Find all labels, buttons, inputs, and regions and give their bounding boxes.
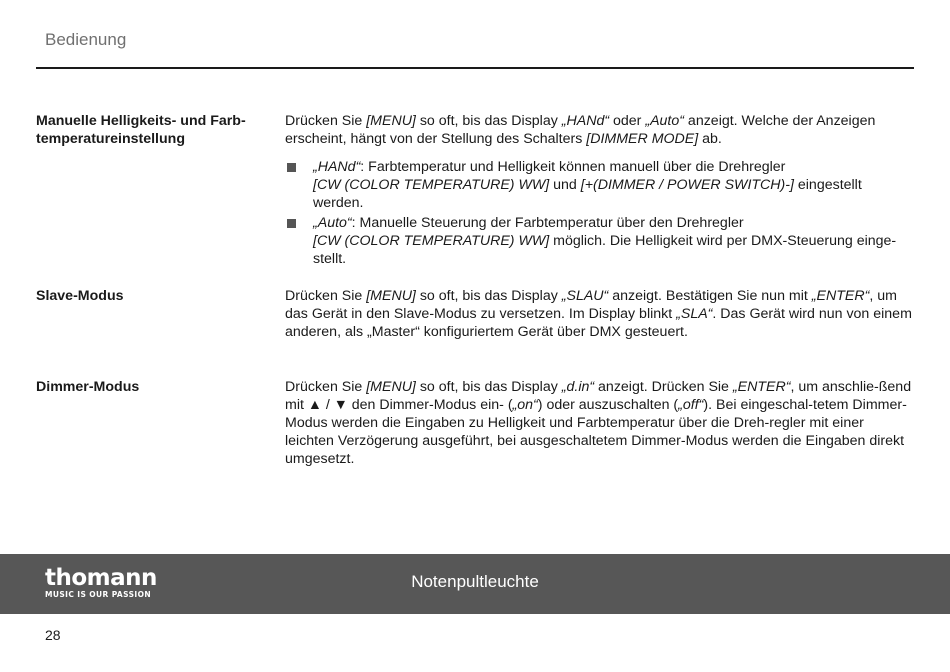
row-description: [285, 287, 914, 341]
logo-tagline: MUSIC IS OUR PASSION: [45, 590, 152, 599]
body-paragraph: Drücken Sie [MENU] so oft, bis das Display „d.in“ anzeigt. Drücken Sie „ENTER“, um anschlie-ßend mit ▲ / ▼ den Dimmer-Modus ein- („on“) oder auszuschalten („off“). Bei eingeschal-tetem Dimmer-Modus werden die Eingaben zu Helligkeit und Farbtemperatur über die Dreh-regler mit einer leichten Verzögerung ausgeführt, bei ausgeschaltetem Dimmer-Modus werden die Eingaben direkt umgesetzt.: [285, 379, 912, 467]
product-name: Notenpultleuchte: [411, 572, 539, 591]
intro-paragraph: Drücken Sie [MENU] so oft, bis das Display „HANd“ oder „Auto“ anzeigt. Welche der Anzeigen erscheint, hängt von der Stellung des Schalters [DIMMER MODE] ab.: [285, 113, 876, 147]
logo-wordmark: thomann: [45, 565, 157, 591]
header-divider: [36, 67, 914, 69]
row-label-line: temperatureinstellung: [36, 131, 185, 147]
row-label: Dimmer-Modus: [36, 379, 140, 395]
row-label: [36, 112, 271, 148]
row-label-line: Manuelle Helligkeits- und Farb-: [36, 113, 246, 129]
row-description: [285, 378, 914, 468]
body-paragraph: Drücken Sie [MENU] so oft, bis das Display „SLAU“ anzeigt. Bestätigen Sie nun mit „ENTER“, um das Gerät in den Slave-Modus zu versetzen. Im Display blinkt „SLA“. Das Gerät wird nun von einem anderen, als „Master“ konfiguriertem Gerät über DMX gesteuert.: [285, 288, 912, 340]
bullet-list: [285, 158, 914, 268]
square-bullet-icon: [287, 163, 296, 172]
page-number: 28: [45, 627, 61, 643]
footer-band: [0, 554, 950, 614]
row-label: Slave-Modus: [36, 288, 124, 304]
section-title: Bedienung: [45, 30, 127, 49]
row-description: [285, 112, 914, 270]
list-item: „Auto“: Manuelle Steuerung der Farbtemperatur über den Drehregler [CW (COLOR TEMPERATURE) WW] möglich. Die Helligkeit wird per DMX-Steuerung einge- stellt.: [285, 214, 914, 268]
square-bullet-icon: [287, 219, 296, 228]
list-item: „HANd“: Farbtemperatur und Helligkeit können manuell über die Drehregler [CW (COLOR TEMPERATURE) WW] und [+(DIMMER / POWER SWITCH)-] eingestellt werden.: [285, 158, 914, 212]
